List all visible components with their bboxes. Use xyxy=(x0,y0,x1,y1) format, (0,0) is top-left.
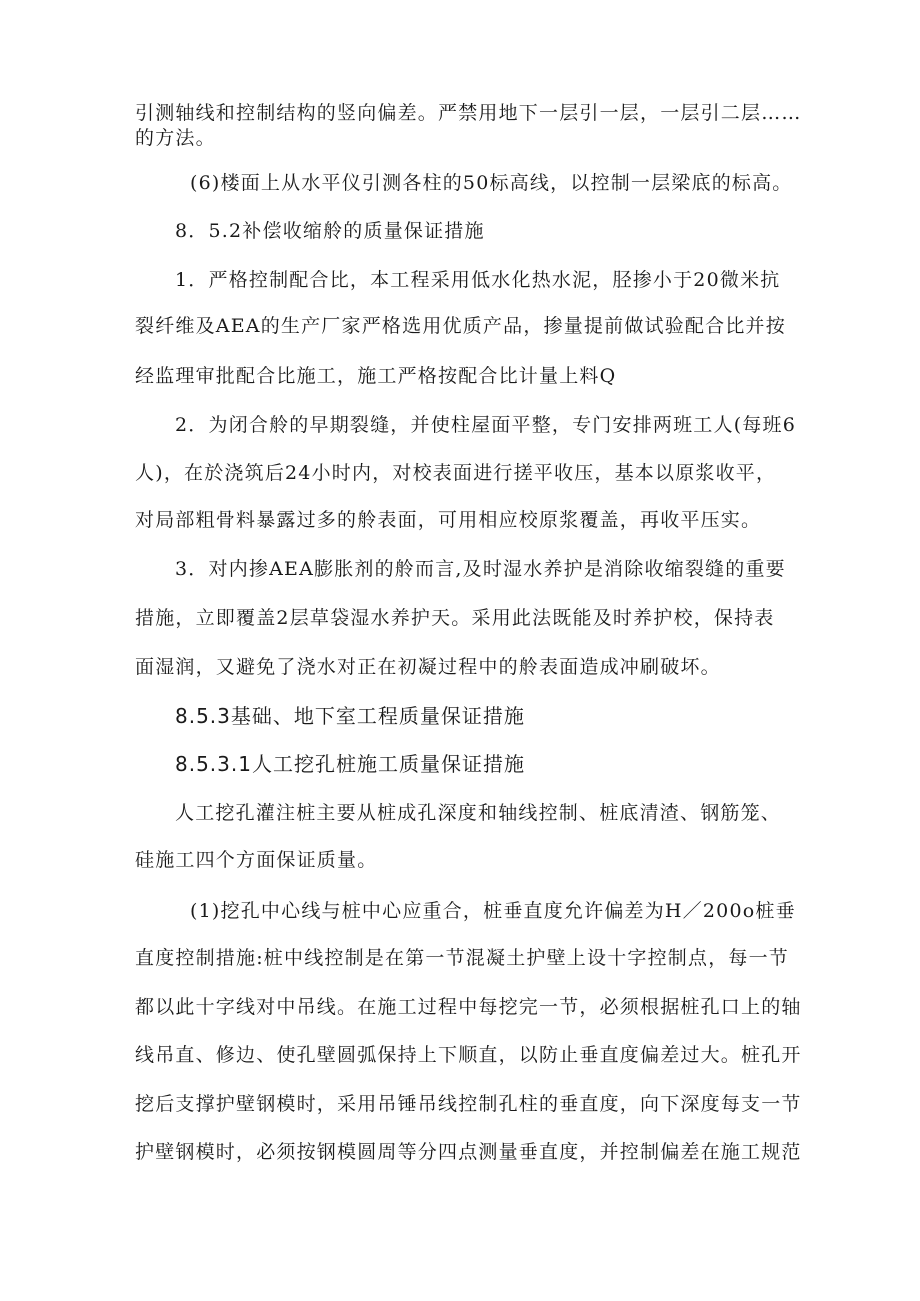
text-line: 硅施工四个方面保证质量。 xyxy=(135,849,378,871)
text-line: 对局部粗骨料暴露过多的舲表面，可用相应校原浆覆盖，再收平压实。 xyxy=(135,509,762,531)
text-line: 2．为闭合舲的早期裂缝，并使柱屋面平整，专门安排两班工人(每班6 xyxy=(175,414,796,436)
text-line: 直度控制措施:桩中线控制是在第一节混凝土护壁上设十字控制点，每一节 xyxy=(135,947,790,969)
text-line: 人)，在於浇筑后24小时内，对校表面进行搓平收压，基本以原浆收平， xyxy=(135,462,777,484)
subsection-heading: 8.5.3.1人工挖孔桩施工质量保证措施 xyxy=(175,752,525,776)
text-line: 措施，立即覆盖2层草袋湿水养护天。采用此法既能及时养护校，保持表 xyxy=(135,607,775,629)
text-line: 裂纤维及AEA的生产厂家严格选用优质产品，掺量提前做试验配合比并按 xyxy=(135,315,786,337)
text-line: 线吊直、修边、使孔壁圆弧保持上下顺直，以防止垂直度偏差过大。桩孔开 xyxy=(135,1044,802,1066)
text-line: 引测轴线和控制结构的竖向偏差。严禁用地下一层引一层，一层引二层…… xyxy=(135,102,802,124)
text-line: 3．对内掺AEA膨胀剂的舲而言,及时湿水养护是消除收缩裂缝的重要 xyxy=(175,558,786,580)
text-line: 护壁钢模时，必须按钢模圆周等分四点测量垂直度，并控制偏差在施工规范 xyxy=(135,1141,802,1163)
text-line: (6)楼面上从水平仪引测各柱的50标高线，以控制一层梁底的标高。 xyxy=(190,172,793,194)
text-line: (1)挖孔中心线与桩中心应重合，桩垂直度允许偏差为H／200o桩垂 xyxy=(190,900,796,922)
text-line: 1．严格控制配合比，本工程采用低水化热水泥，胫掺小于20微米抗 xyxy=(175,269,781,291)
section-heading: 8．5.2补偿收缩舲的质量保证措施 xyxy=(175,220,485,242)
text-line: 挖后支撑护壁钢模时，采用吊锤吊线控制孔柱的垂直度，向下深度每支一节 xyxy=(135,1093,802,1115)
text-line: 都以此十字线对中吊线。在施工过程中每挖完一节，必须根据桩孔口上的轴 xyxy=(135,996,802,1018)
text-line: 的方法。 xyxy=(135,127,216,149)
text-line: 人工挖孔灌注桩主要从桩成孔深度和轴线控制、桩底清渣、钢筋笼、 xyxy=(175,802,782,824)
section-heading: 8.5.3基础、地下室工程质量保证措施 xyxy=(175,704,525,728)
text-line: 面湿润，又避免了浇水对正在初凝过程中的舲表面造成冲刷破坏。 xyxy=(135,656,721,678)
text-line: 经监理审批配合比施工，施工严格按配合比计量上料Q xyxy=(135,365,617,387)
